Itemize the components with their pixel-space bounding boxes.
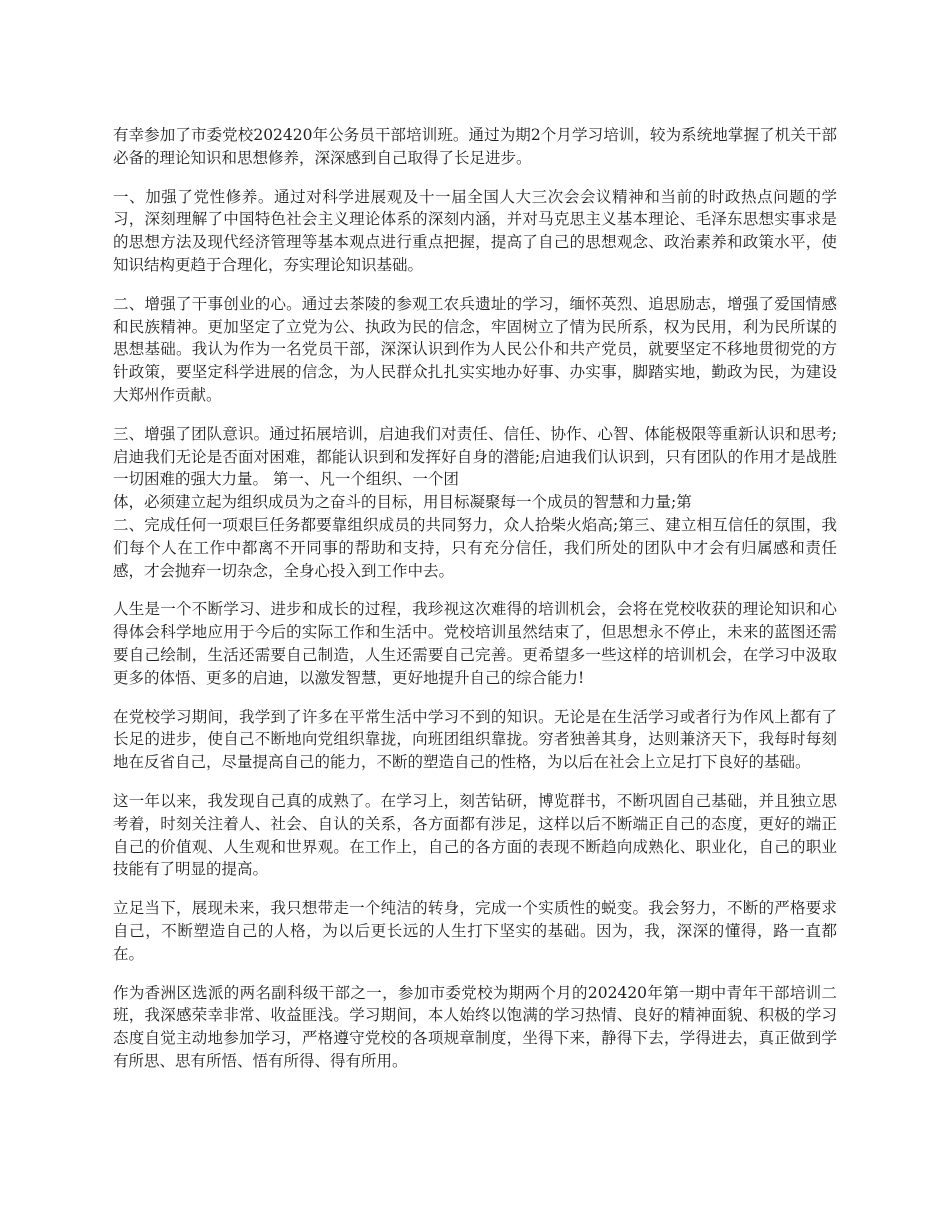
paragraph-party-spirit: 一、加强了党性修养。通过对科学进展观及十一届全国人大三次会会议精神和当前的时政热点问题的学习，深刻理解了中国特色社会主义理论体系的深刻内涵，并对马克思主义基本理论、毛泽东思想实事求是的思想方法及现代经济管理等基本观点进行重点把握，提高了自己的思想观念、政治素养和政策水平，使知识结构更趋于合理化，夯实理论知识基础。: [113, 187, 837, 274]
paragraph-intro: 有幸参加了市委党校202420年公务员干部培训班。通过为期2个月学习培训，较为系统地掌握了机关干部必备的理论知识和思想修养，深深感到自己取得了长足进步。: [113, 126, 837, 167]
paragraph-maturity: 这一年以来，我发现自己真的成熟了。在学习上，刻苦钻研，博览群书，不断巩固自己基础，并且独立思考着，时刻关注着人、社会、自认的关系，各方面都有涉足，这样以后不断端正自己的态度，更好的端正自己的价值观、人生观和世界观。在工作上，自己的各方面的表现不断趋向成熟化、职业化，自己的职业技能有了明显的提高。: [113, 791, 837, 879]
document-body: [113, 124, 837, 1089]
paragraph-career-heart: 二、增强了干事创业的心。通过去茶陵的参观工农兵遗址的学习，缅怀英烈、追思励志，增强了爱国情感和民族精神。更加坚定了立党为公、执政为民的信念，牢固树立了情为民所系，权为民用，利为民所谋的思想基础。我认为作为一名党员干部，深深认识到作为人民公仆和共产党员，就要坚定不移地贯彻党的方针政策，要坚定科学进展的信念，为人民群众扎扎实实地办好事、办实事，脚踏实地，勤政为民，为建设大郑州作贡献。: [113, 294, 837, 404]
paragraph-school-period: 在党校学习期间，我学到了许多在平常生活中学习不到的知识。无论是在生活学习或者行为作风上都有了长足的进步，使自己不断地向党组织靠拢，向班团组织靠拢。穷者独善其身，达则兼济天下，我每时每刻地在反省自己，尽量提高自己的能力，不断的塑造自己的性格，为以后在社会上立足打下良好的基础。: [113, 707, 837, 772]
paragraph-xiangzhou-cadre: 作为香洲区选派的两名副科级干部之一，参加市委党校为期两个月的202420年第一期中青年干部培训二班，我深感荣幸非常、收益匪浅。学习期间，本人始终以饱满的学习热情、良好的精神面貌、积极的学习态度自觉主动地参加学习，严格遵守党校的各项规章制度，坐得下来，静得下去，学得进去，真正做到学有所思、思有所悟、悟有所得、得有所用。: [113, 983, 837, 1070]
paragraph-present-future: 立足当下，展现未来，我只想带走一个纯洁的转身，完成一个实质性的蜕变。我会努力，不断的严格要求自己，不断塑造自己的人格，为以后更长远的人生打下坚实的基础。因为，我，深深的懂得，路一直都在。: [113, 899, 837, 963]
paragraph-life-learning: 人生是一个不断学习、进步和成长的过程，我珍视这次难得的培训机会，会将在党校收获的理论知识和心得体会科学地应用于今后的实际工作和生活中。党校培训虽然结束了，但思想永不停止，未来的蓝图还需要自己绘制，生活还需要自己制造，人生还需要自己完善。更希望多一些这样的培训机会，在学习中汲取更多的体悟、更多的启迪，以激发智慧，更好地提升自己的综合能力!: [113, 600, 837, 687]
paragraph-team-awareness: 三、增强了团队意识。通过拓展培训，启迪我们对责任、信任、协作、心智、体能极限等重新认识和思考;启迪我们无论是否面对困难，都能认识到和发挥好自身的潜能;启迪我们认识到，只有团队的作用才是战胜一切困难的强大力量。 第一、凡一个组织、一个团 体，必须建立起为组织成员为之奋斗的目标，用目标凝聚每一个成员的智慧和力量;第 二、完成任何一项艰巨任务都要靠组织成员的共同努力，众人拾柴火焰高;第三、建立相互信任的氛围，我们每个人在工作中都离不开同事的帮助和支持，只有充分信任，我们所处的团队中才会有归属感和责任感，才会抛弃一切杂念，全身心投入到工作中去。: [113, 424, 837, 580]
